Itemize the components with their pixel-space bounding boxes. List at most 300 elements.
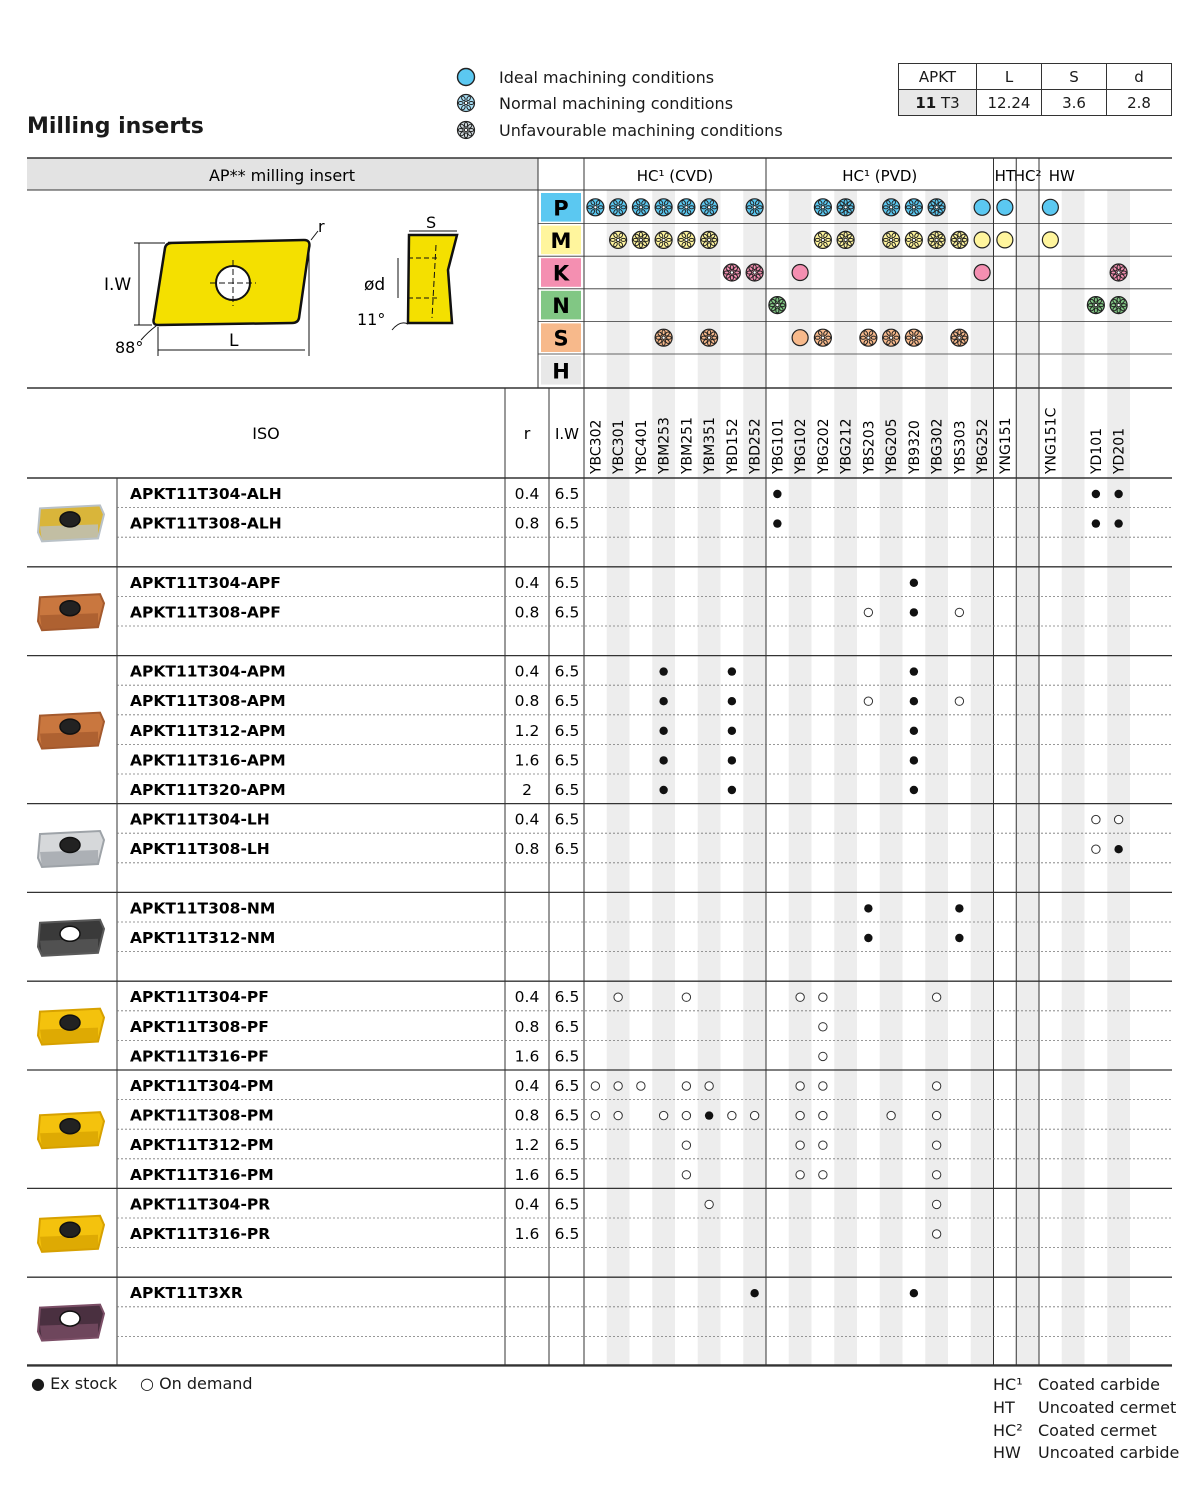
ideal-condition-icon <box>974 265 990 281</box>
ex-stock-dot <box>910 608 918 616</box>
grade-label: YBG101 <box>770 418 787 474</box>
ex-stock-dot <box>864 904 872 912</box>
flower-center <box>1094 303 1097 306</box>
ex-stock-dot <box>910 667 918 675</box>
iso-code: APKT11T304-LH <box>130 810 270 829</box>
unfavourable-flower-icon <box>723 264 740 281</box>
flower-center <box>753 271 756 274</box>
ideal-condition-icon <box>792 265 808 281</box>
flower-center <box>685 238 688 241</box>
normal-flower-icon <box>814 199 831 216</box>
corner-radius: 2 <box>522 781 532 799</box>
grade-label: YBM251 <box>679 417 696 474</box>
grade-label: YB9320 <box>906 420 923 474</box>
ex-stock-dot <box>864 934 872 942</box>
normal-flower-icon <box>610 231 627 248</box>
grade-label: YBD152 <box>724 418 741 474</box>
dim-header-d: d <box>1107 64 1172 90</box>
insert-image-hole <box>60 838 80 853</box>
inscribed-width: 6.5 <box>554 1165 580 1184</box>
unfavourable-flower-icon <box>928 231 945 248</box>
definition-code: HC¹ <box>993 1375 1023 1394</box>
grade-label: YBG205 <box>884 418 901 474</box>
corner-radius: 0.4 <box>514 988 540 1007</box>
dim-header-l: L <box>977 64 1042 90</box>
unfavourable-flower-icon <box>769 297 786 314</box>
definition-text: Uncoated cermet <box>1038 1398 1177 1417</box>
flower-center <box>889 336 892 339</box>
on-demand-circle <box>864 697 872 705</box>
flower-center <box>616 206 619 209</box>
flower-center <box>753 206 756 209</box>
on-demand-circle <box>955 697 963 705</box>
corner-radius: 0.8 <box>514 1017 540 1036</box>
corner-radius: 1.2 <box>514 721 540 740</box>
iso-code: APKT11T308-NM <box>130 899 276 918</box>
r-leader <box>311 231 318 240</box>
iso-code: APKT11T304-APF <box>130 573 281 592</box>
ex-stock-dot <box>705 1111 713 1119</box>
definition-text: Coated cermet <box>1038 1421 1157 1440</box>
corner-radius: 0.4 <box>514 662 540 681</box>
label-88: 88° <box>115 338 144 357</box>
ex-stock-dot <box>910 579 918 587</box>
ex-stock-dot <box>773 519 781 527</box>
flower-center <box>685 206 688 209</box>
grade-group-header: HC² <box>1013 167 1042 185</box>
normal-flower-icon <box>610 199 627 216</box>
grade-label: YBG212 <box>838 418 855 474</box>
flower-center <box>1117 303 1120 306</box>
flower-center <box>616 238 619 241</box>
dim-value-d: 2.8 <box>1107 90 1172 116</box>
corner-radius: 0.8 <box>514 603 540 622</box>
grade-labels <box>588 407 1127 475</box>
on-demand-circle <box>796 1111 804 1119</box>
iso-code: APKT11T308-APF <box>130 603 281 622</box>
on-demand-circle <box>796 1171 804 1179</box>
insert-image-hole <box>60 926 80 941</box>
flower-center <box>639 206 642 209</box>
unfavourable-flower-icon <box>928 199 945 216</box>
dim-size-suffix: T3 <box>940 93 960 112</box>
inscribed-width: 6.5 <box>554 810 580 829</box>
corner-radius: 1.6 <box>514 1165 540 1184</box>
corner-radius: 1.6 <box>514 751 540 770</box>
on-demand-circle <box>682 993 690 1001</box>
definition-ht <box>993 1398 1176 1417</box>
definition-hc2 <box>993 1421 1157 1440</box>
inscribed-width: 6.5 <box>554 1017 580 1036</box>
inscribed-width: 6.5 <box>554 751 580 770</box>
ex-stock-dot <box>728 786 736 794</box>
iso-code: APKT11T308-ALH <box>130 514 282 533</box>
flower-center <box>958 238 961 241</box>
normal-flower-icon <box>678 231 695 248</box>
iso-code: APKT11T304-ALH <box>130 485 282 503</box>
inscribed-width: 6.5 <box>554 1047 580 1066</box>
ex-stock-dot <box>728 697 736 705</box>
definition-hw <box>993 1443 1179 1462</box>
on-demand-circle <box>819 1141 827 1149</box>
on-demand-circle <box>728 1111 736 1119</box>
drawing-header: AP** milling insert <box>208 166 356 185</box>
yellow-insert-image <box>38 1009 104 1045</box>
normal-flower-icon <box>701 199 718 216</box>
grade-group-header: HT <box>994 167 1016 185</box>
ex-stock-dot <box>728 727 736 735</box>
on-demand-circle <box>659 1111 667 1119</box>
on-demand-circle <box>614 1082 622 1090</box>
label-s: S <box>426 213 437 232</box>
flower-center <box>867 336 870 339</box>
grade-label: YBD252 <box>747 418 764 474</box>
ex-stock-dot <box>659 727 667 735</box>
ex-stock-dot <box>659 667 667 675</box>
grade-label: YD101 <box>1088 427 1105 474</box>
on-demand-circle <box>614 1111 622 1119</box>
legend-normal-label: Normal machining conditions <box>499 93 734 113</box>
on-demand-circle <box>705 1082 713 1090</box>
bronze-insert-image <box>38 713 104 749</box>
inscribed-width: 6.5 <box>554 662 580 681</box>
grade-label: YBC301 <box>611 419 628 474</box>
iso-code: APKT11T304-APM <box>130 662 286 681</box>
insert-image-hole <box>60 719 80 734</box>
flower-center <box>935 238 938 241</box>
ex-stock-dot <box>1114 490 1122 498</box>
inscribed-width: 6.5 <box>554 1225 580 1243</box>
iso-code: APKT11T308-LH <box>130 840 270 859</box>
iso-code: APKT11T316-APM <box>130 751 286 770</box>
ideal-condition-icon <box>1042 232 1058 248</box>
flower-center <box>1117 271 1120 274</box>
angle-arc-11 <box>392 323 408 330</box>
on-demand-circle <box>591 1111 599 1119</box>
unfavourable-flower-icon <box>837 231 854 248</box>
iso-code: APKT11T312-APM <box>130 721 286 740</box>
dim-header-s: S <box>1042 64 1107 90</box>
r-column-header: r <box>523 424 531 443</box>
ex-stock-dot-icon: ● <box>31 1374 45 1393</box>
iso-code: APKT11T308-APM <box>130 692 286 711</box>
iso-code: APKT11T308-PF <box>130 1017 269 1036</box>
iso-code: APKT11T312-NM <box>130 929 276 947</box>
inscribed-width: 6.5 <box>554 1195 580 1214</box>
on-demand-circle <box>682 1111 690 1119</box>
unfavourable-flower-icon <box>951 329 968 346</box>
unfavourable-flower-icon <box>701 329 718 346</box>
ex-stock-dot <box>659 786 667 794</box>
unfavourable-flower-icon <box>632 231 649 248</box>
flower-center <box>821 206 824 209</box>
silver-insert-image <box>38 831 104 867</box>
on-demand-circle <box>819 1052 827 1060</box>
on-demand-circle <box>887 1111 895 1119</box>
grade-group-header: HC¹ (CVD) <box>636 167 714 185</box>
normal-flower-icon <box>632 199 649 216</box>
unfavourable-flower-icon <box>1110 297 1127 314</box>
ideal-condition-icon <box>974 232 990 248</box>
on-demand-circle <box>932 993 940 1001</box>
flower-center <box>844 238 847 241</box>
flower-center <box>707 336 710 339</box>
inscribed-width: 6.5 <box>554 1077 580 1095</box>
flower-center <box>707 238 710 241</box>
on-demand-circle <box>682 1141 690 1149</box>
iso-code: APKT11T3XR <box>130 1284 243 1303</box>
flower-center <box>912 238 915 241</box>
flower-center <box>662 206 665 209</box>
ex-stock-dot <box>1092 490 1100 498</box>
ex-stock-dot <box>659 756 667 764</box>
yellow-insert-image <box>38 1216 104 1252</box>
material-code: N <box>552 294 570 319</box>
label-l: L <box>229 331 239 351</box>
on-demand-circle <box>1114 815 1122 823</box>
corner-radius: 0.8 <box>514 1106 540 1125</box>
insert-image-hole <box>60 601 80 616</box>
corner-radius: 0.4 <box>514 573 540 592</box>
corner-radius: 0.8 <box>514 840 540 859</box>
insert-image-hole <box>60 1311 80 1326</box>
unfavourable-flower-icon <box>655 329 672 346</box>
grade-label: YBG302 <box>929 418 946 474</box>
inscribed-width: 6.5 <box>554 573 580 592</box>
unfavourable-flower-icon <box>837 199 854 216</box>
grade-label: YBG102 <box>793 418 810 474</box>
ex-stock-dot <box>955 904 963 912</box>
grade-label: YBS303 <box>952 420 969 474</box>
flower-center <box>730 271 733 274</box>
on-demand-circle <box>591 1082 599 1090</box>
normal-flower-icon <box>905 329 922 346</box>
on-demand-circle <box>796 1082 804 1090</box>
inscribed-width: 6.5 <box>554 1106 580 1125</box>
flower-center <box>639 238 642 241</box>
inscribed-width: 6.5 <box>554 781 580 799</box>
on-demand-circle <box>637 1082 645 1090</box>
grade-label: YNG151C <box>1043 407 1060 474</box>
grade-label: YBG202 <box>815 418 832 474</box>
insert-image-hole <box>60 1015 80 1030</box>
on-demand-circle <box>819 1023 827 1031</box>
on-demand-circle <box>932 1230 940 1238</box>
iso-code: APKT11T308-PM <box>130 1106 274 1125</box>
flower-center <box>912 206 915 209</box>
unfavourable-flower-icon <box>701 231 718 248</box>
insert-rows <box>27 485 1172 1366</box>
label-r: r <box>318 217 325 236</box>
insert-image-hole <box>60 1222 80 1237</box>
unfavourable-flower-icon <box>1110 264 1127 281</box>
flower-center <box>912 336 915 339</box>
ideal-condition-icon <box>792 330 808 346</box>
flower-center <box>821 238 824 241</box>
on-demand-circle <box>932 1200 940 1208</box>
inscribed-width: 6.5 <box>554 692 580 711</box>
on-demand-label: On demand <box>159 1374 253 1393</box>
on-demand-legend <box>140 1374 253 1393</box>
normal-flower-icon <box>655 199 672 216</box>
page-title: Milling inserts <box>27 114 204 139</box>
grade-label: YBC401 <box>633 419 650 474</box>
unfavourable-flower-icon <box>951 231 968 248</box>
material-code: K <box>552 261 570 286</box>
flower-center <box>935 206 938 209</box>
iw-column-header: I.W <box>554 425 580 443</box>
ex-stock-dot <box>728 756 736 764</box>
on-demand-circle <box>864 608 872 616</box>
insert-images <box>38 505 104 1340</box>
corner-radius: 0.4 <box>514 810 540 829</box>
corner-radius: 1.6 <box>514 1225 540 1243</box>
inscribed-width: 6.5 <box>554 1136 580 1155</box>
material-code: H <box>552 359 570 384</box>
on-demand-circle <box>819 993 827 1001</box>
label-11: 11° <box>357 310 386 329</box>
material-code: S <box>553 326 569 351</box>
ex-stock-dot <box>910 786 918 794</box>
bronze-insert-image <box>38 594 104 630</box>
normal-flower-icon <box>814 231 831 248</box>
insert-image-hole <box>60 512 80 527</box>
flower-center <box>662 336 665 339</box>
iso-code: APKT11T316-PR <box>130 1225 271 1243</box>
on-demand-circle <box>1092 845 1100 853</box>
purple-insert-image <box>38 1305 104 1341</box>
normal-flower-icon <box>905 199 922 216</box>
ideal-condition-icon <box>974 199 990 215</box>
on-demand-circle-icon: ○ <box>140 1374 154 1393</box>
label-d: ød <box>364 275 386 295</box>
yellow-insert-image <box>38 1112 104 1148</box>
insert-image-hole <box>60 1119 80 1134</box>
black-insert-image <box>38 920 104 956</box>
normal-flower-icon <box>883 329 900 346</box>
ideal-condition-icon <box>1042 199 1058 215</box>
definition-code: HT <box>993 1398 1015 1417</box>
on-demand-circle <box>932 1171 940 1179</box>
normal-flower-icon <box>883 231 900 248</box>
on-demand-circle <box>682 1082 690 1090</box>
ex-stock-dot <box>773 490 781 498</box>
unfavourable-flower-icon <box>746 264 763 281</box>
iso-code: APKT11T312-PM <box>130 1136 274 1155</box>
ex-stock-dot <box>728 667 736 675</box>
grade-group-header: HW <box>1048 167 1075 185</box>
ex-stock-legend <box>31 1374 117 1393</box>
iso-column-header: ISO <box>252 424 280 443</box>
normal-flower-icon <box>814 329 831 346</box>
corner-radius: 0.4 <box>514 1195 540 1214</box>
normal-flower-icon <box>746 199 763 216</box>
ex-stock-dot <box>910 1289 918 1297</box>
gold-insert-image <box>38 505 104 541</box>
flower-center <box>958 336 961 339</box>
on-demand-circle <box>796 993 804 1001</box>
legend-ideal-label: Ideal machining conditions <box>499 67 715 87</box>
corner-radius: 0.4 <box>514 1077 540 1095</box>
grade-label: YBM253 <box>656 417 673 474</box>
insert-drawing <box>104 213 457 357</box>
ex-stock-dot <box>910 697 918 705</box>
normal-flower-icon <box>883 199 900 216</box>
normal-flower-icon <box>655 231 672 248</box>
inscribed-width: 6.5 <box>554 988 580 1007</box>
definition-text: Coated carbide <box>1038 1375 1160 1394</box>
ideal-condition-icon <box>997 199 1013 215</box>
grade-label: YD201 <box>1111 427 1128 474</box>
normal-flower-icon <box>905 231 922 248</box>
definition-text: Uncoated carbide <box>1038 1443 1180 1462</box>
grade-group-header: HC¹ (PVD) <box>842 167 918 185</box>
on-demand-circle <box>955 608 963 616</box>
definition-hc1 <box>993 1375 1160 1394</box>
on-demand-circle <box>932 1141 940 1149</box>
on-demand-circle <box>682 1171 690 1179</box>
corner-radius: 0.8 <box>514 514 540 533</box>
iso-code: APKT11T304-PR <box>130 1195 271 1214</box>
grade-group-headers <box>538 158 1172 190</box>
ex-stock-dot <box>1114 845 1122 853</box>
dim-value-s: 3.6 <box>1042 90 1107 116</box>
iso-code: APKT11T316-PM <box>130 1165 274 1184</box>
grade-label: YBC302 <box>588 419 605 474</box>
grade-label: YBM351 <box>702 417 719 474</box>
on-demand-circle <box>932 1082 940 1090</box>
unfavourable-flower-icon <box>1087 297 1104 314</box>
normal-flower-icon <box>860 329 877 346</box>
on-demand-circle <box>796 1141 804 1149</box>
flower-center <box>594 206 597 209</box>
inscribed-width: 6.5 <box>554 721 580 740</box>
inscribed-width: 6.5 <box>554 514 580 533</box>
definition-code: HC² <box>993 1421 1023 1440</box>
grade-label: YNG151 <box>997 417 1014 474</box>
grade-label: YBG252 <box>975 418 992 474</box>
dim-header-apkt: APKT <box>899 64 977 90</box>
corner-radius: 0.8 <box>514 692 540 711</box>
inscribed-width: 6.5 <box>554 603 580 622</box>
iso-code: APKT11T320-APM <box>130 781 286 799</box>
ex-stock-dot <box>910 756 918 764</box>
on-demand-circle <box>1092 815 1100 823</box>
on-demand-circle <box>750 1111 758 1119</box>
on-demand-circle <box>614 993 622 1001</box>
normal-flower-icon <box>587 199 604 216</box>
ex-stock-dot <box>659 697 667 705</box>
grade-label: YBS203 <box>861 420 878 474</box>
corner-radius: 1.2 <box>514 1136 540 1155</box>
material-code: P <box>553 196 569 221</box>
definition-code: HW <box>993 1443 1021 1462</box>
on-demand-circle <box>819 1111 827 1119</box>
iso-code: APKT11T316-PF <box>130 1047 269 1066</box>
normal-flower-icon <box>678 199 695 216</box>
ex-stock-dot <box>1092 519 1100 527</box>
flower-center <box>821 336 824 339</box>
label-iw: I.W <box>104 275 132 295</box>
flower-center <box>707 206 710 209</box>
flower-center <box>662 238 665 241</box>
iso-code: APKT11T304-PF <box>130 988 269 1007</box>
corner-radius: 1.6 <box>514 1047 540 1066</box>
on-demand-circle <box>819 1082 827 1090</box>
ex-stock-label: Ex stock <box>50 1374 118 1393</box>
on-demand-circle <box>932 1111 940 1119</box>
corner-radius: 0.4 <box>514 485 540 503</box>
